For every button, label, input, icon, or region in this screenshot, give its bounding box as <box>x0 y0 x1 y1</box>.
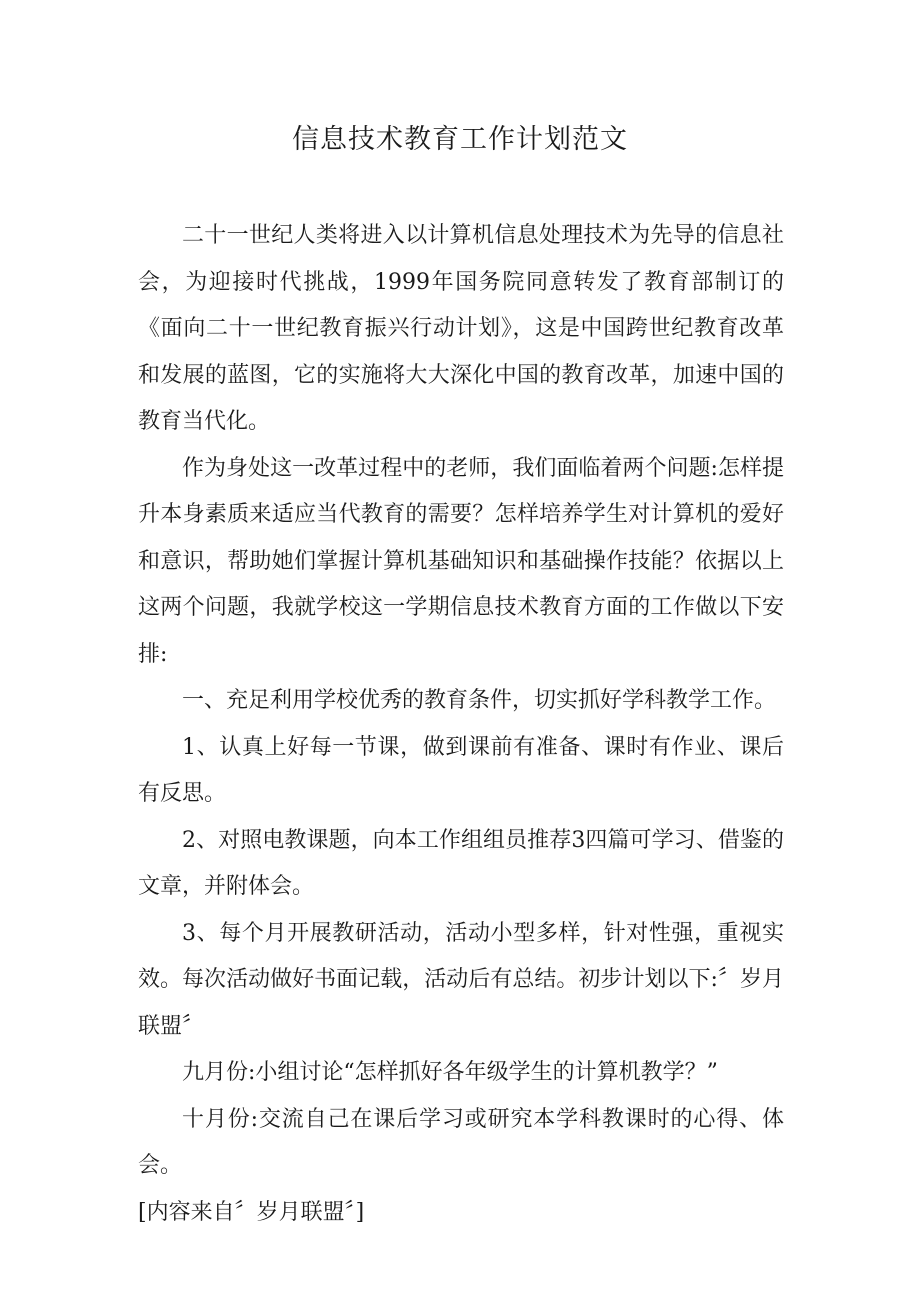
paragraph-intro: 二十一世纪人类将进入以计算机信息处理技术为先导的信息社会，为迎接时代挑战，1999年国务院同意转发了教育部制订的《面向二十一世纪教育振兴行动计划》，这是中国跨世纪教育改革和发展的蓝图，它的实施将大大深化中国的教育改革，加速中国的教育当代化。 <box>138 223 784 434</box>
paragraph-september: 九月份:小组讨论“怎样抓好各年级学生的计算机教学？” <box>182 1060 718 1085</box>
document-title: 信息技术教育工作计划范文 <box>292 124 628 155</box>
paragraph-october: 十月份:交流自己在课后学习或研究本学科教课时的心得、体会。 <box>138 1106 784 1178</box>
paragraph-item-3: 3、每个月开展教研活动，活动小型多样，针对性强，重视实效。每次活动做好书面记载，活动后有总结。初步计划以下:〞岁月联盟〞 <box>138 920 784 1039</box>
paragraph-item-2: 2、对照电教课题，向本工作组组员推荐3四篇可学习、借鉴的文章，并附体会。 <box>138 827 784 899</box>
paragraph-problems: 作为身处这一改革过程中的老师，我们面临着两个问题:怎样提升本身素质来适应当代教育的需要？怎样培养学生对计算机的爱好和意识，帮助她们掌握计算机基础知识和基础操作技能？依据以上这两个问题，我就学校这一学期信息技术教育方面的工作做以下安排: <box>138 455 784 667</box>
source-note: [内容来自〞岁月联盟〞] <box>138 1199 365 1225</box>
paragraph-item-1: 1、认真上好每一节课，做到课前有准备、课时有作业、课后有反思。 <box>138 734 784 806</box>
document-body <box>138 213 784 1236</box>
paragraph-section-heading: 一、充足利用学校优秀的教育条件，切实抓好学科教学工作。 <box>182 688 777 713</box>
